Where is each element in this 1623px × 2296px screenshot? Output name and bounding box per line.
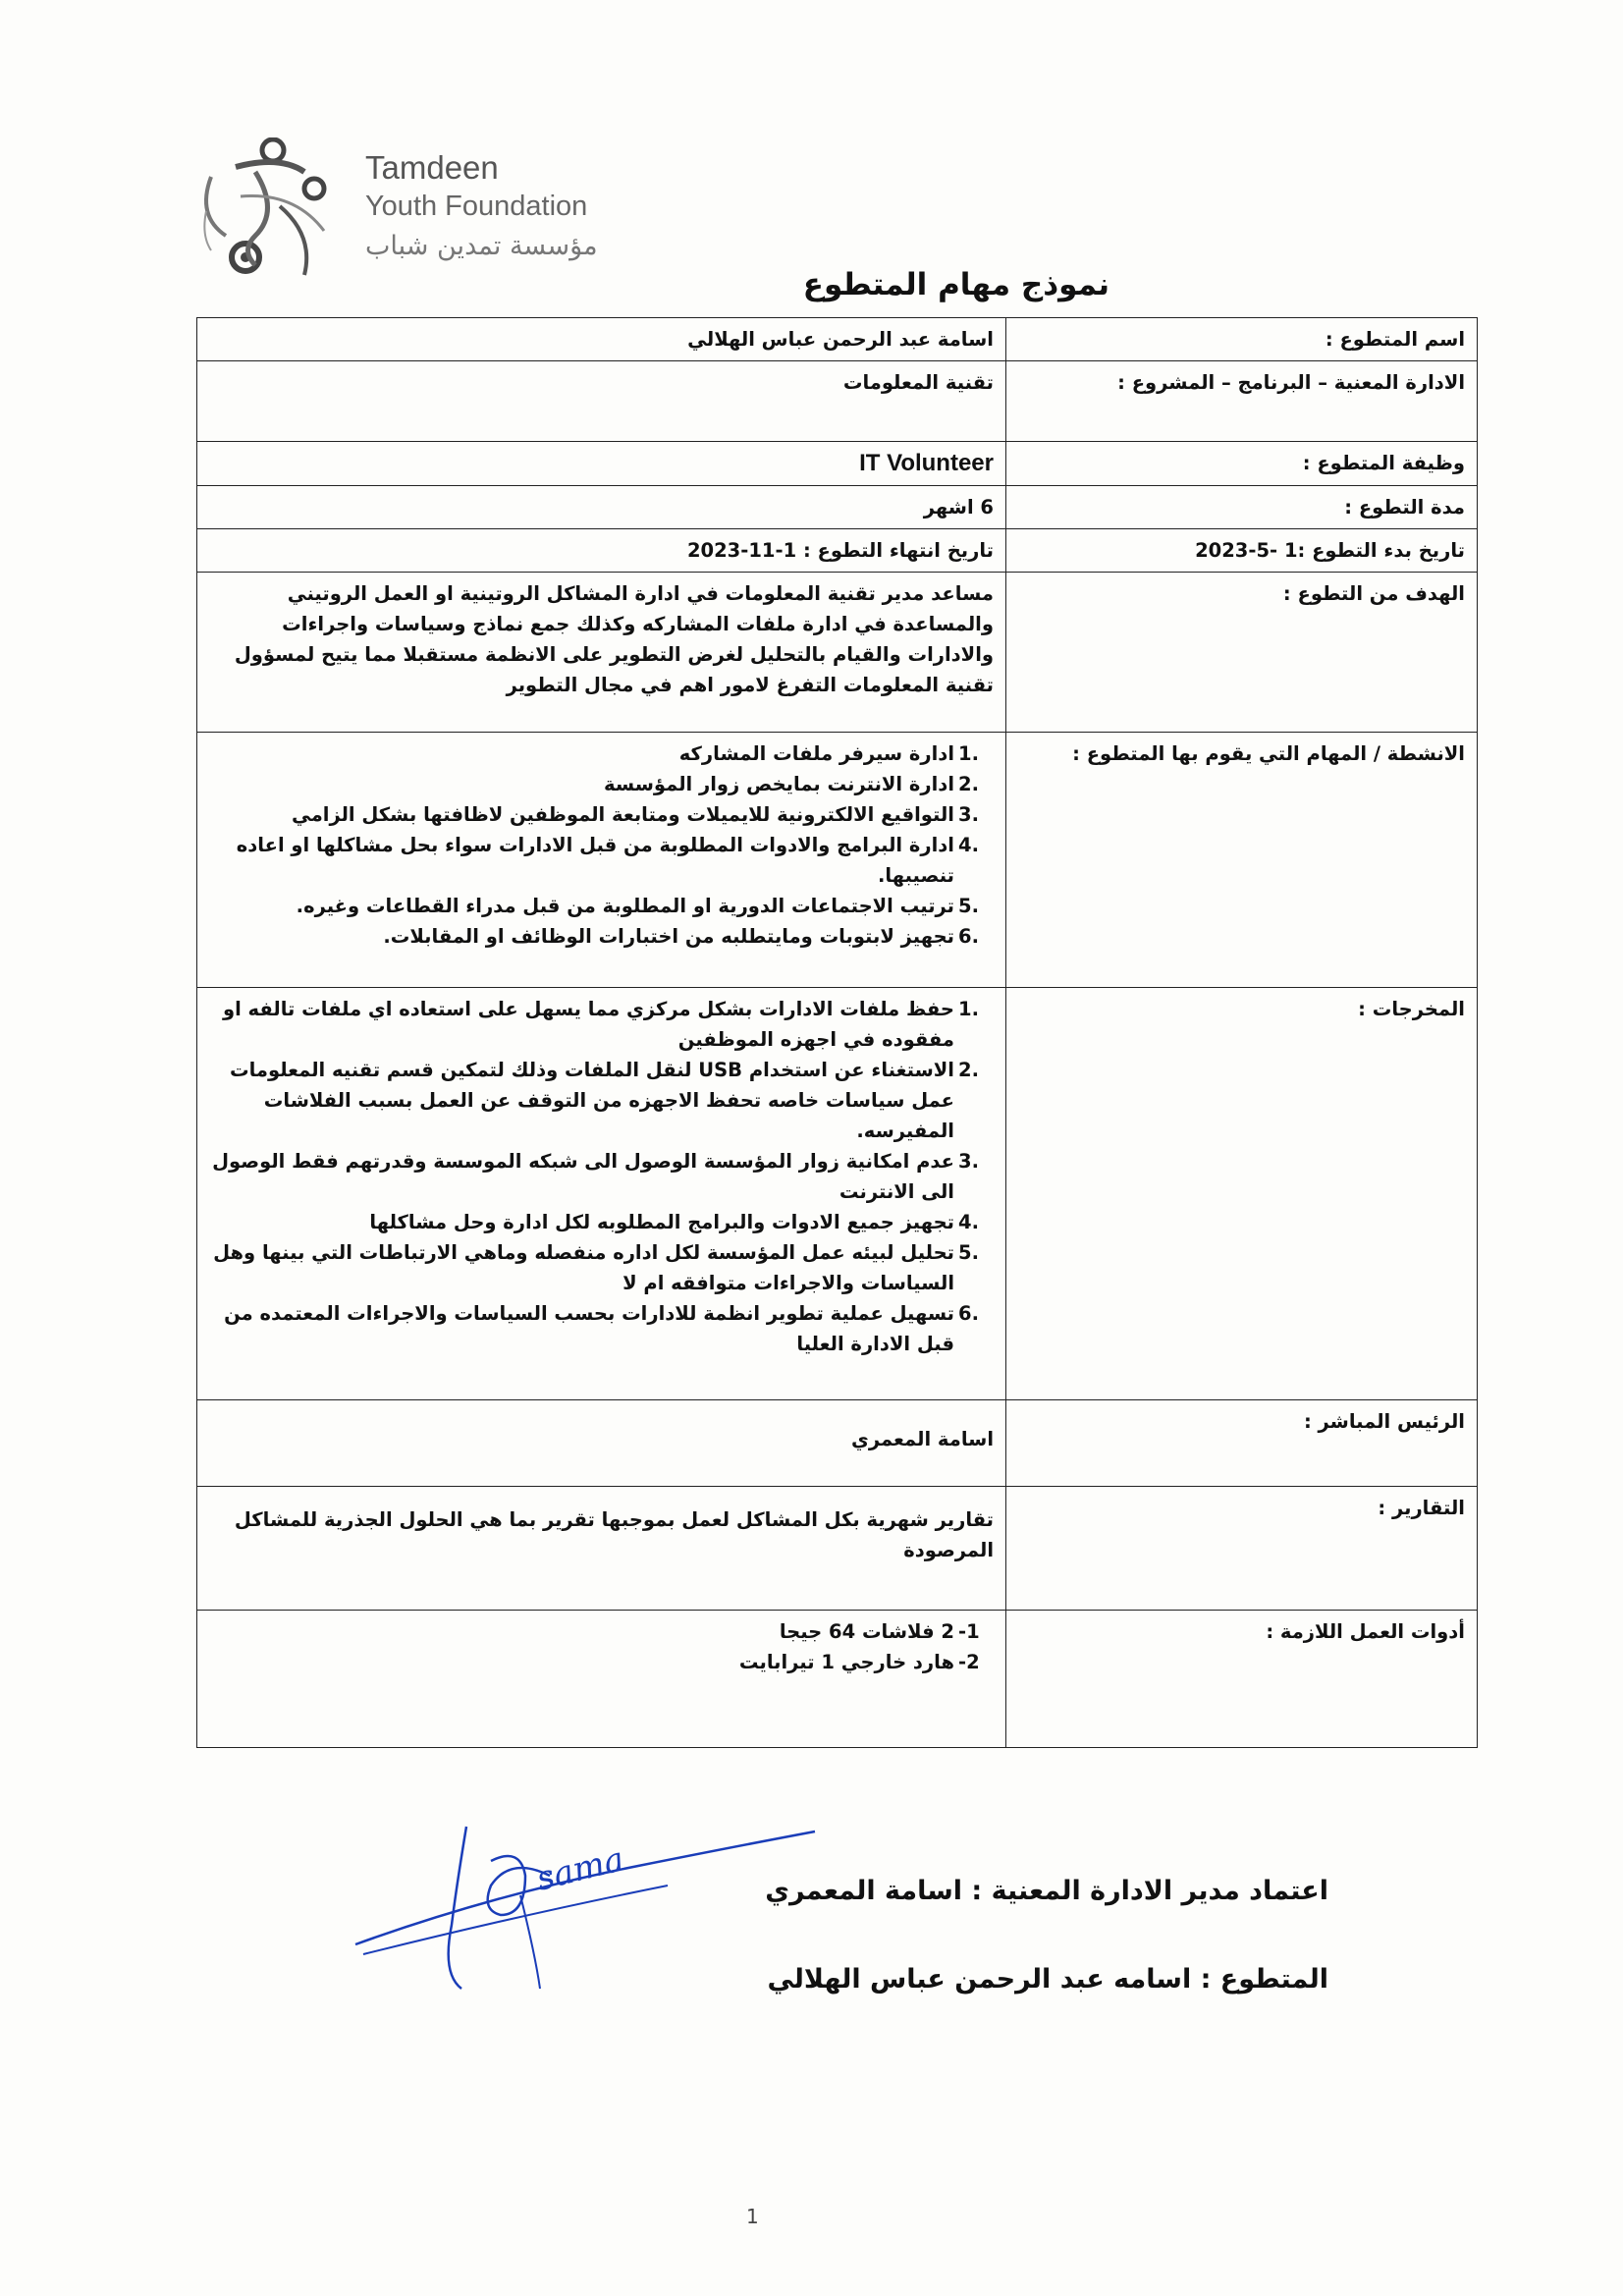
list-item [209, 1616, 980, 1647]
job-label: وظيفة المتطوع : [1006, 442, 1478, 486]
goal-label: الهدف من التطوع : [1006, 573, 1478, 733]
tasks-list [209, 738, 994, 952]
list-item [209, 738, 979, 769]
item-text: تسهيل عملية تطوير انظمة للادارات بحسب السياسات والاجراءات المعتمده من قبل الادارة العليا [224, 1302, 954, 1355]
item-text: ترتيب الاجتماعات الدورية او المطلوبة من قبل مدراء القطاعات وغيره. [296, 895, 954, 917]
reports-text: تقارير شهرية بكل المشاكل لعمل بموجبها تقرير بما هي الحلول الجذرية للمشاكل المرصودة [234, 1508, 994, 1561]
duration-value: 6 اشهر [197, 486, 1006, 529]
item-number: 6. [958, 1302, 979, 1325]
tasks-value [197, 733, 1006, 988]
list-item [209, 1298, 979, 1359]
volunteer-form-table [196, 317, 1478, 1748]
approval-signature-line: اعتماد مدير الادارة المعنية : اسامة المعمري [765, 1876, 1328, 1906]
item-text: 2 فلاشات 64 جيجا [779, 1620, 954, 1643]
item-number: 5. [958, 1241, 979, 1264]
row-tools [197, 1611, 1478, 1748]
tools-list [209, 1616, 994, 1677]
list-item [209, 994, 979, 1055]
list-item [209, 921, 979, 952]
item-text: الاستغناء عن استخدام USB لنقل الملفات وذلك لتمكين قسم تقنيه المعلومات عمل سياسات خاصه تحفظ الاجهزه من التوقف عن العمل بسبب الفلاشات المفيرسه. [229, 1059, 954, 1142]
supervisor-name: اسامة المعمري [850, 1428, 994, 1450]
page-marker: 1 [746, 2205, 759, 2228]
tools-value [197, 1611, 1006, 1748]
department-value: تقنية المعلومات [197, 361, 1006, 442]
list-item [209, 799, 979, 830]
list-item [209, 891, 979, 921]
row-goal [197, 573, 1478, 733]
row-outputs [197, 988, 1478, 1400]
name-label: اسم المتطوع : [1006, 318, 1478, 361]
svg-text:sama: sama [532, 1839, 628, 1899]
name-value: اسامة عبد الرحمن عباس الهلالي [197, 318, 1006, 361]
item-number: 5. [958, 895, 979, 917]
row-duration [197, 486, 1478, 529]
item-number: 2. [958, 773, 979, 795]
list-item [209, 1647, 980, 1677]
row-job [197, 442, 1478, 486]
item-text: التواقيع الالكترونية للايميلات ومتابعة الموظفين لاظافتها بشكل الزامي [291, 803, 954, 826]
row-name [197, 318, 1478, 361]
outputs-list [209, 994, 994, 1359]
item-number: -2 [958, 1651, 980, 1673]
list-item [209, 830, 979, 891]
job-value [197, 442, 1006, 486]
item-number: 1. [958, 742, 979, 765]
list-item [209, 1237, 979, 1298]
tasks-label: الانشطة / المهام التي يقوم بها المتطوع : [1006, 733, 1478, 988]
item-number: 1. [958, 998, 979, 1020]
end-date: تاريخ انتهاء التطوع : 1-11-2023 [197, 529, 1006, 573]
reports-value [197, 1487, 1006, 1611]
item-number: 2. [958, 1059, 979, 1081]
outputs-label: المخرجات : [1006, 988, 1478, 1400]
item-text: حفظ ملفات الادارات بشكل مركزي مما يسهل على استعاده اي ملفات تالفه او مفقوده في اجهزه الموظفين [222, 998, 954, 1051]
signature-scribble [344, 1807, 835, 2003]
item-text: تحليل لبيئه عمل المؤسسة لكل اداره منفصله وماهي الارتباطات التي بينها وهل السياسات والاجراءات متوافقه ام لا [213, 1241, 954, 1294]
job-value-text: IT Volunteer [859, 450, 994, 476]
list-item [209, 1055, 979, 1146]
item-number: 3. [958, 1150, 979, 1173]
item-text: هارد خارجي 1 تيرابايت [738, 1651, 954, 1673]
item-text: ادارة البرامج والادوات المطلوبة من قبل الادارات سواء بحل مشاكلها او اعاده تنصيبها. [236, 834, 954, 887]
item-text: ادارة الانترنت بمايخص زوار المؤسسة [604, 773, 954, 795]
supervisor-value [197, 1400, 1006, 1487]
supervisor-label: الرئيس المباشر : [1006, 1400, 1478, 1487]
item-number: 3. [958, 803, 979, 826]
volunteer-signature-line: المتطوع : اسامه عبد الرحمن عباس الهلالي [767, 1964, 1328, 1995]
list-item [209, 1146, 979, 1207]
item-number: 6. [958, 925, 979, 948]
item-text: تجهيز لابتوبات ومايتطلبه من اختبارات الوظائف او المقابلات. [383, 925, 954, 948]
item-text: عدم امكانية زوار المؤسسة الوصول الى شبكه الموسسة وقدرتهم فقط الوصول الى الانترنت [212, 1150, 954, 1203]
row-tasks [197, 733, 1478, 988]
foundation-logo [187, 137, 599, 285]
reports-label: التقارير : [1006, 1487, 1478, 1611]
logo-name-line2: Youth Foundation [365, 191, 588, 222]
row-reports [197, 1487, 1478, 1611]
start-date: تاريخ بدء التطوع :1 -5-2023 [1006, 529, 1478, 573]
goal-value: مساعد مدير تقنية المعلومات في ادارة المشاكل الروتينية او العمل الروتيني والمساعدة في ادارة ملفات المشاركه وكذلك جمع نماذج وسياسات واجراءات والادارات والقيام بالتحليل لغرض التطوير على الانظمة مستقبلا مما يتيح لمسؤول تقنية المعلومات التفرغ لامور اهم في مجال التطوير [197, 573, 1006, 733]
list-item [209, 769, 979, 799]
row-dates [197, 529, 1478, 573]
department-label: الادارة المعنية – البرنامج – المشروع : [1006, 361, 1478, 442]
item-number: 4. [958, 834, 979, 856]
list-item [209, 1207, 979, 1237]
logo-name-line1: Tamdeen [365, 149, 499, 186]
logo-name-arabic: مؤسسة تمدين شباب [365, 231, 598, 261]
item-text: ادارة سيرفر ملفات المشاركه [678, 742, 954, 765]
row-department [197, 361, 1478, 442]
form-title: نموذج مهام المتطوع [802, 267, 1109, 302]
tamdeen-logo-mark-icon [187, 137, 353, 285]
outputs-value [197, 988, 1006, 1400]
tools-label: أدوات العمل اللازمة : [1006, 1611, 1478, 1748]
row-supervisor [197, 1400, 1478, 1487]
item-number: -1 [958, 1620, 980, 1643]
item-number: 4. [958, 1211, 979, 1233]
item-text: تجهيز جميع الادوات والبرامج المطلوبه لكل ادارة وحل مشاكلها [369, 1211, 954, 1233]
duration-label: مدة التطوع : [1006, 486, 1478, 529]
